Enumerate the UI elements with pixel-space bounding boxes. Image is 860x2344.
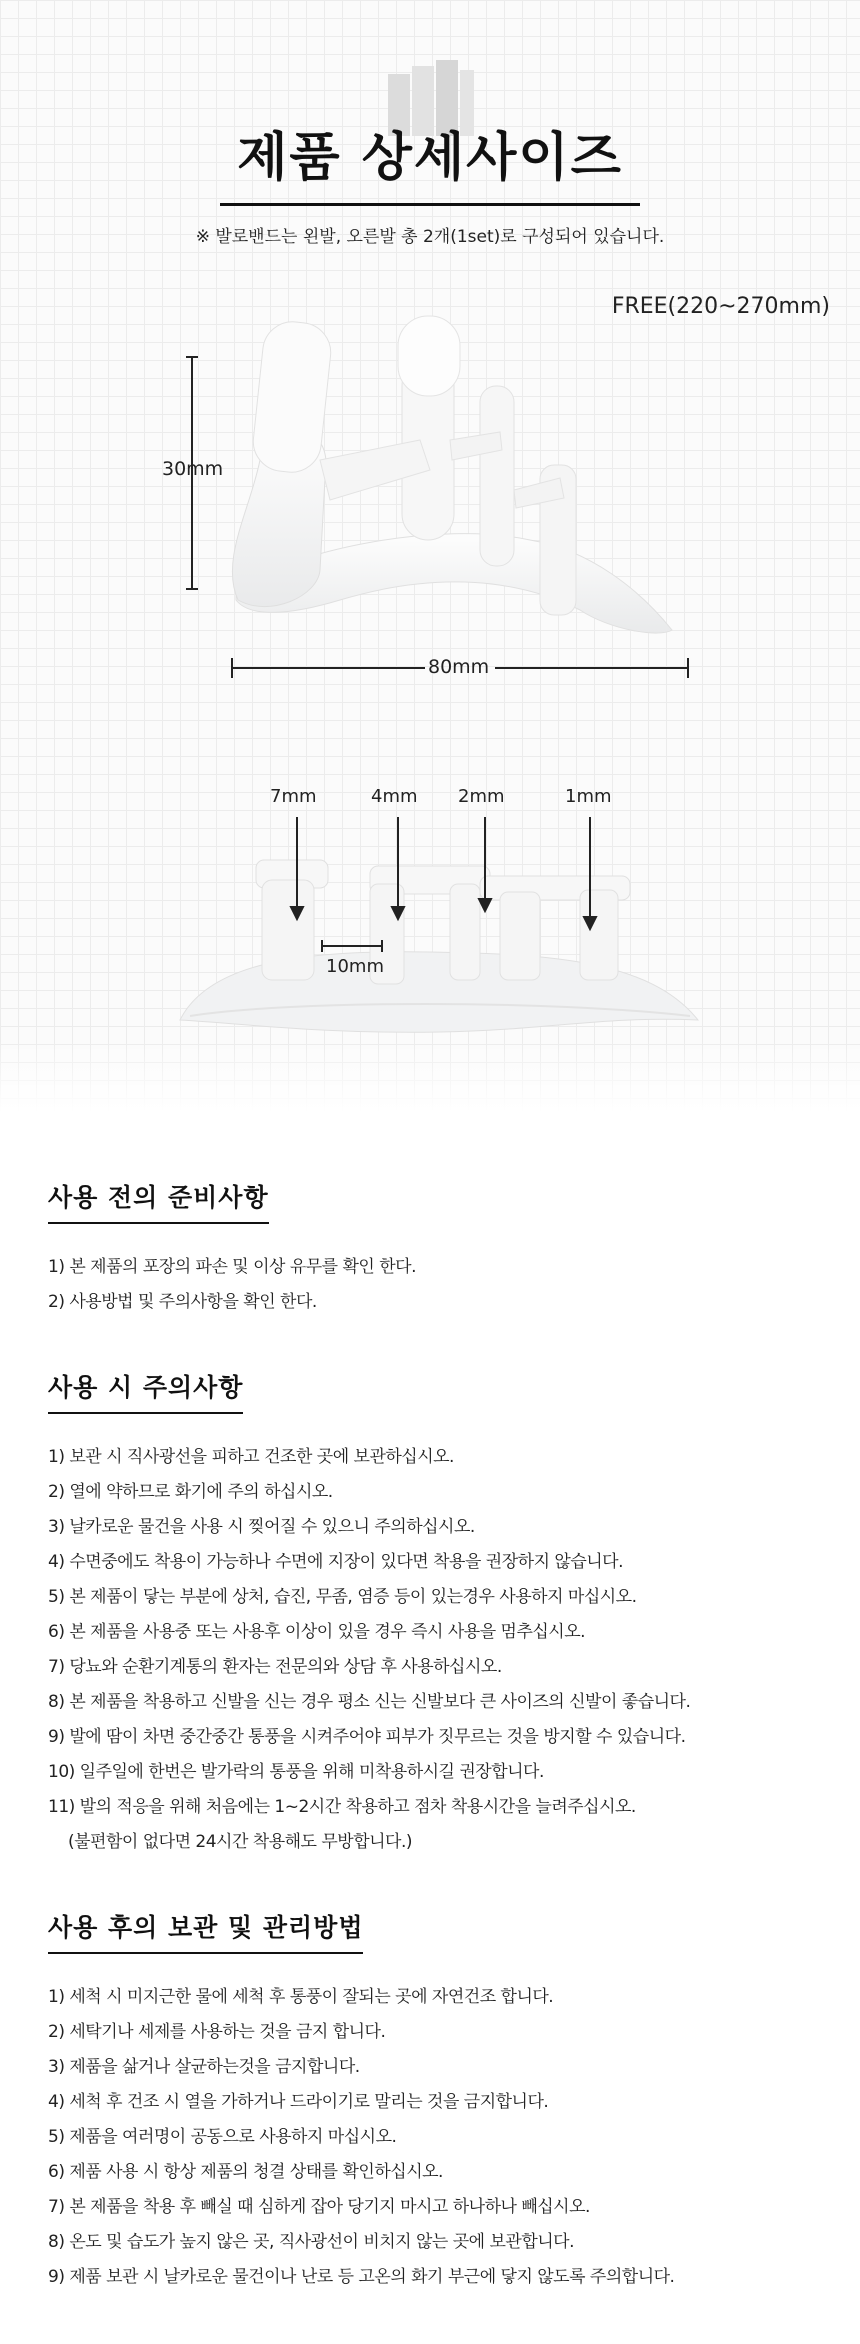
list-item: 6) 본 제품을 사용중 또는 사용후 이상이 있을 경우 즉시 사용을 멈추십시오.	[48, 1622, 586, 1642]
width-label: 80mm	[428, 656, 490, 678]
section-storage	[48, 1908, 838, 2295]
list-item: 11) 발의 적응을 위해 처음에는 1~2시간 착용하고 점차 착용시간을 늘려주십시오.	[48, 1797, 636, 1817]
list-item: 2) 열에 약하므로 화기에 주의 하십시오.	[48, 1482, 333, 1502]
book-icon	[380, 60, 480, 136]
gap-label-4: 1mm	[565, 786, 612, 807]
gap-label-1: 7mm	[270, 786, 317, 807]
section-title: 사용 시 주의사항	[48, 1368, 243, 1414]
section-cautions	[48, 1368, 838, 1860]
list-item: 4) 수면중에도 착용이 가능하나 수면에 지장이 있다면 착용을 권장하지 않습니다.	[48, 1552, 623, 1572]
list-item: 2) 세탁기나 세제를 사용하는 것을 금지 합니다.	[48, 2022, 386, 2042]
list-item: 7) 본 제품을 착용 후 빼실 때 심하게 잡아 당기지 마시고 하나하나 빼십시오.	[48, 2197, 590, 2217]
list-item: 10) 일주일에 한번은 발가락의 통풍을 위해 미착용하시길 권장합니다.	[48, 1762, 544, 1782]
page-title: 제품 상세사이즈	[237, 128, 623, 188]
bar-label: 10mm	[326, 956, 384, 977]
subtitle: ※ 발로밴드는 왼발, 오른발 총 2개(1set)로 구성되어 있습니다.	[195, 227, 665, 247]
grid-fade	[0, 1040, 860, 1112]
list-item: 8) 본 제품을 착용하고 신발을 신는 경우 평소 신는 신발보다 큰 사이즈의 신발이 좋습니다.	[48, 1692, 691, 1712]
list-item: 6) 제품 사용 시 항상 제품의 청결 상태를 확인하십시오.	[48, 2162, 443, 2182]
list-item: 9) 발에 땀이 차면 중간중간 통풍을 시켜주어야 피부가 짓무르는 것을 방지할 수 있습니다.	[48, 1727, 686, 1747]
list-item: (불편함이 없다면 24시간 착용해도 무방합니다.)	[68, 1832, 413, 1852]
list-item: 1) 보관 시 직사광선을 피하고 건조한 곳에 보관하십시오.	[48, 1447, 454, 1467]
bar-dimension-line	[320, 938, 384, 954]
list-item: 9) 제품 보관 시 날카로운 물건이나 난로 등 고온의 화기 부근에 닿지 않도록 주의합니다.	[48, 2267, 675, 2287]
section-list	[48, 1250, 838, 1320]
section-title: 사용 후의 보관 및 관리방법	[48, 1908, 363, 1954]
section-title: 사용 전의 준비사항	[48, 1178, 269, 1224]
list-item: 4) 세척 후 건조 시 열을 가하거나 드라이기로 말리는 것을 금지합니다.	[48, 2092, 549, 2112]
size-label: FREE(220~270mm)	[611, 294, 830, 319]
list-item: 1) 본 제품의 포장의 파손 및 이상 유무를 확인 한다.	[48, 1257, 417, 1277]
list-item: 2) 사용방법 및 주의사항을 확인 한다.	[48, 1292, 317, 1312]
list-item: 3) 제품을 삶거나 살균하는것을 금지합니다.	[48, 2057, 360, 2077]
list-item: 5) 제품을 여러명이 공동으로 사용하지 마십시오.	[48, 2127, 397, 2147]
section-list	[48, 1980, 838, 2295]
gap-label-3: 2mm	[458, 786, 505, 807]
list-item: 3) 날카로운 물건을 사용 시 찢어질 수 있으니 주의하십시오.	[48, 1517, 475, 1537]
section-list	[48, 1440, 838, 1860]
list-item: 7) 당뇨와 순환기계통의 환자는 전문의와 상담 후 사용하십시오.	[48, 1657, 502, 1677]
gap-arrows	[280, 815, 620, 935]
list-item: 8) 온도 및 습도가 높지 않은 곳, 직사광선이 비치지 않는 곳에 보관합니다.	[48, 2232, 575, 2252]
product-side-view	[140, 300, 740, 700]
section-preparation	[48, 1178, 838, 1320]
height-label: 30mm	[162, 458, 224, 480]
gap-label-2: 4mm	[371, 786, 418, 807]
title-underline	[220, 203, 640, 206]
list-item: 1) 세척 시 미지근한 물에 세척 후 통풍이 잘되는 곳에 자연건조 합니다.	[48, 1987, 554, 2007]
list-item: 5) 본 제품이 닿는 부분에 상처, 습진, 무좀, 염증 등이 있는경우 사용하지 마십시오.	[48, 1587, 637, 1607]
